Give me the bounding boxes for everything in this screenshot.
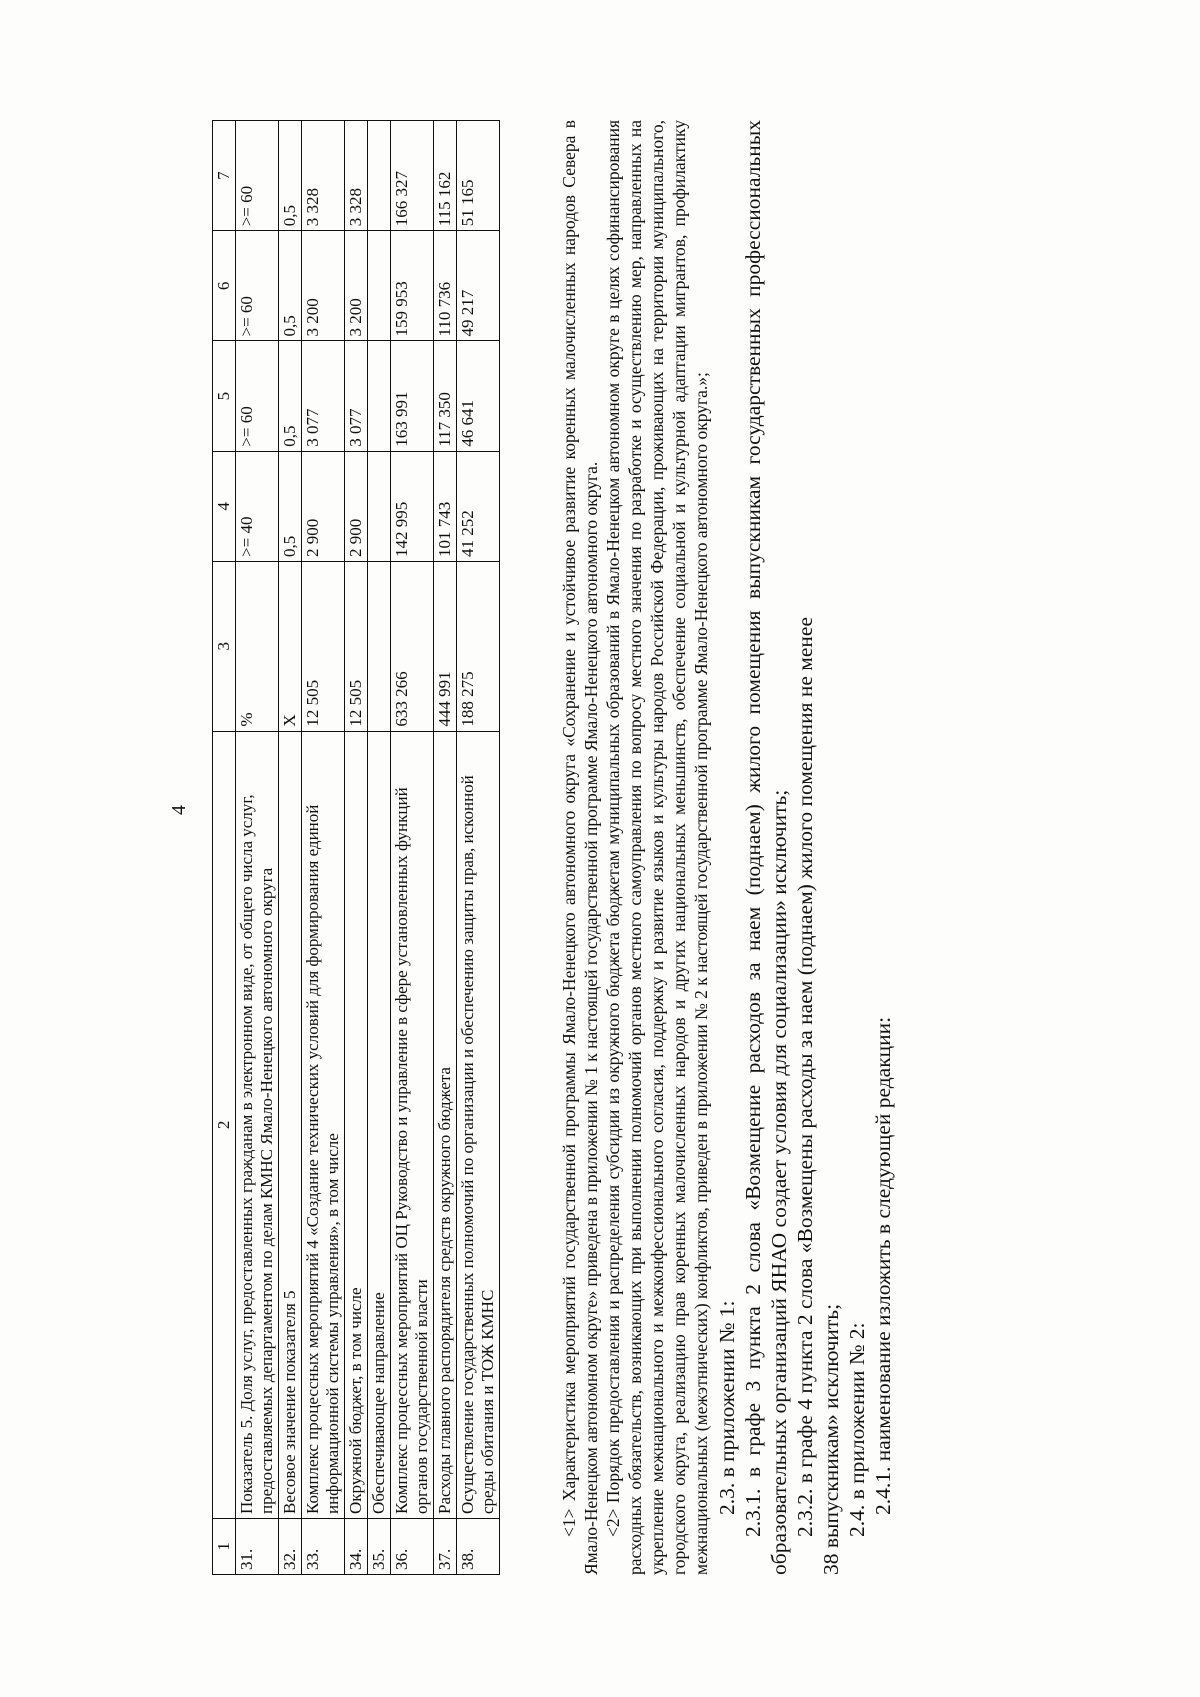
amendment-2-3-2-cont: 38 выпускникам» исключить; xyxy=(819,1303,843,1575)
row-value-4 xyxy=(368,451,391,561)
row-value-6: 3 200 xyxy=(302,231,345,341)
header-cell: 1 xyxy=(213,1519,236,1575)
table-row xyxy=(368,121,391,1575)
table-row xyxy=(391,121,434,1575)
row-name: Комплекс процессных мероприятий 4 «Создание технических условий для формирования единой информационной системы управления», в том числе xyxy=(302,731,345,1518)
row-name: Окружной бюджет, в том числе xyxy=(345,731,368,1518)
amendment-2-4: 2.4. в приложении № 2: xyxy=(845,1322,869,1537)
header-cell: 2 xyxy=(213,731,236,1518)
row-number: 38. xyxy=(457,1519,500,1575)
row-value-3: 188 275 xyxy=(457,561,500,731)
row-value-6: >= 60 xyxy=(236,231,279,341)
row-value-3: 12 505 xyxy=(302,561,345,731)
row-value-5 xyxy=(368,341,391,451)
table-row xyxy=(457,121,500,1575)
row-value-7 xyxy=(368,121,391,231)
row-value-4: 41 252 xyxy=(457,451,500,561)
row-name: Комплекс процессных мероприятий ОЦ Руководство и управление в сфере установленных функций органов государственной власти xyxy=(391,731,434,1518)
row-value-5: 163 991 xyxy=(391,341,434,451)
row-value-5: 117 350 xyxy=(434,341,457,451)
amendment-2-3-2: 2.3.2. в графе 4 пункта 2 слова «Возмещены расходы за наем (поднаем) жилого помещения не менее xyxy=(793,617,817,1537)
row-value-5: >= 60 xyxy=(236,341,279,451)
table-row xyxy=(434,121,457,1575)
row-value-5: 0,5 xyxy=(279,341,302,451)
row-value-7: 51 165 xyxy=(457,121,500,231)
amendment-2-4-1: 2.4.1. наименование изложить в следующей редакции: xyxy=(871,1016,895,1515)
amendment-2-3: 2.3. в приложении № 1: xyxy=(715,1300,739,1515)
row-name: Обеспечивающее направление xyxy=(368,731,391,1518)
row-value-4: 142 995 xyxy=(391,451,434,561)
row-name: Весовое значение показателя 5 xyxy=(279,731,302,1518)
table-row xyxy=(279,121,302,1575)
footnotes xyxy=(558,120,896,1575)
amendments xyxy=(714,120,896,1575)
row-number: 31. xyxy=(236,1519,279,1575)
row-value-7: 3 328 xyxy=(302,121,345,231)
table-header-row xyxy=(213,121,236,1575)
row-name: Расходы главного распорядителя средств окружного бюджета xyxy=(434,731,457,1518)
rotated-content xyxy=(168,45,1168,1575)
row-value-5: 3 077 xyxy=(302,341,345,451)
row-value-6: 159 953 xyxy=(391,231,434,341)
row-number: 37. xyxy=(434,1519,457,1575)
row-name: Осуществление государственных полномочий по организации и обеспечению защиты прав, исконной среды обитания и ТОЖ КМНС xyxy=(457,731,500,1518)
header-cell: 3 xyxy=(213,561,236,731)
header-cell: 5 xyxy=(213,341,236,451)
row-value-4: 2 900 xyxy=(345,451,368,561)
header-cell: 4 xyxy=(213,451,236,561)
row-value-3: 633 266 xyxy=(391,561,434,731)
row-value-6: 3 200 xyxy=(345,231,368,341)
table-row xyxy=(302,121,345,1575)
row-value-5: 46 641 xyxy=(457,341,500,451)
row-value-5: 3 077 xyxy=(345,341,368,451)
row-number: 33. xyxy=(302,1519,345,1575)
row-value-7: >= 60 xyxy=(236,121,279,231)
amendment-2-3-1: 2.3.1. в графе 3 пункта 2 слова «Возмещение расходов за наем (поднаем) жилого помещения выпускникам государственных профессиональных образовательных организаций ЯНАО создает условия для социализации» исключить; xyxy=(741,120,791,1575)
row-value-7: 0,5 xyxy=(279,121,302,231)
row-number: 36. xyxy=(391,1519,434,1575)
row-value-7: 166 327 xyxy=(391,121,434,231)
header-cell: 6 xyxy=(213,231,236,341)
row-value-4: 101 743 xyxy=(434,451,457,561)
page-number: 4 xyxy=(168,805,190,815)
row-value-7: 3 328 xyxy=(345,121,368,231)
table-row xyxy=(236,121,279,1575)
program-table xyxy=(212,120,500,1575)
row-value-4: >= 40 xyxy=(236,451,279,561)
row-number: 34. xyxy=(345,1519,368,1575)
row-value-3: X xyxy=(279,561,302,731)
row-number: 32. xyxy=(279,1519,302,1575)
row-value-7: 115 162 xyxy=(434,121,457,231)
row-value-6: 110 736 xyxy=(434,231,457,341)
footnote-2: <2> Порядок предоставления и распределения субсидии из окружного бюджета бюджетам муниципальных образований в Ямало-Ненецком автономном округе в целях софинансирования расходных обязательств, возникающих при выполнении полномочий органов местного самоуправления по вопросу местного значения по разработке и осуществлению мер, направленных на укрепление межнационального и межконфессионального согласия, поддержку и развитие языков и культуры народов Российской Федерации, проживающих на территории муниципального, городского округа, реализацию прав коренных малочисленных народов и других национальных меньшинств, обеспечение социальной и культурной адаптации мигрантов, профилактику межнациональных (межэтнических) конфликтов, приведен в приложении № 2 к настоящей государственной программе Ямало-Ненецкого автономного округа.»; xyxy=(603,120,711,1575)
row-value-3: 12 505 xyxy=(345,561,368,731)
row-value-6: 49 217 xyxy=(457,231,500,341)
row-value-3 xyxy=(368,561,391,731)
table-row xyxy=(345,121,368,1575)
row-number: 35. xyxy=(368,1519,391,1575)
row-value-3: % xyxy=(236,561,279,731)
row-value-4: 2 900 xyxy=(302,451,345,561)
row-value-6: 0,5 xyxy=(279,231,302,341)
row-value-4: 0,5 xyxy=(279,451,302,561)
row-value-3: 444 991 xyxy=(434,561,457,731)
header-cell: 7 xyxy=(213,121,236,231)
row-value-6 xyxy=(368,231,391,341)
footnote-1: <1> Характеристика мероприятий государственной программы Ямало-Ненецкого автономного округа «Сохранение и устойчивое развитие коренных малочисленных народов Севера в Ямало-Ненецком автономном округе» приведена в приложении № 1 к настоящей государственной программе Ямало-Ненецкого автономного округа. xyxy=(559,120,601,1575)
row-name: Показатель 5. Доля услуг, предоставленных гражданам в электронном виде, от общего числа услуг, предоставляемых департаментом по делам КМНС Ямало-Ненецкого автономного округа xyxy=(236,731,279,1518)
